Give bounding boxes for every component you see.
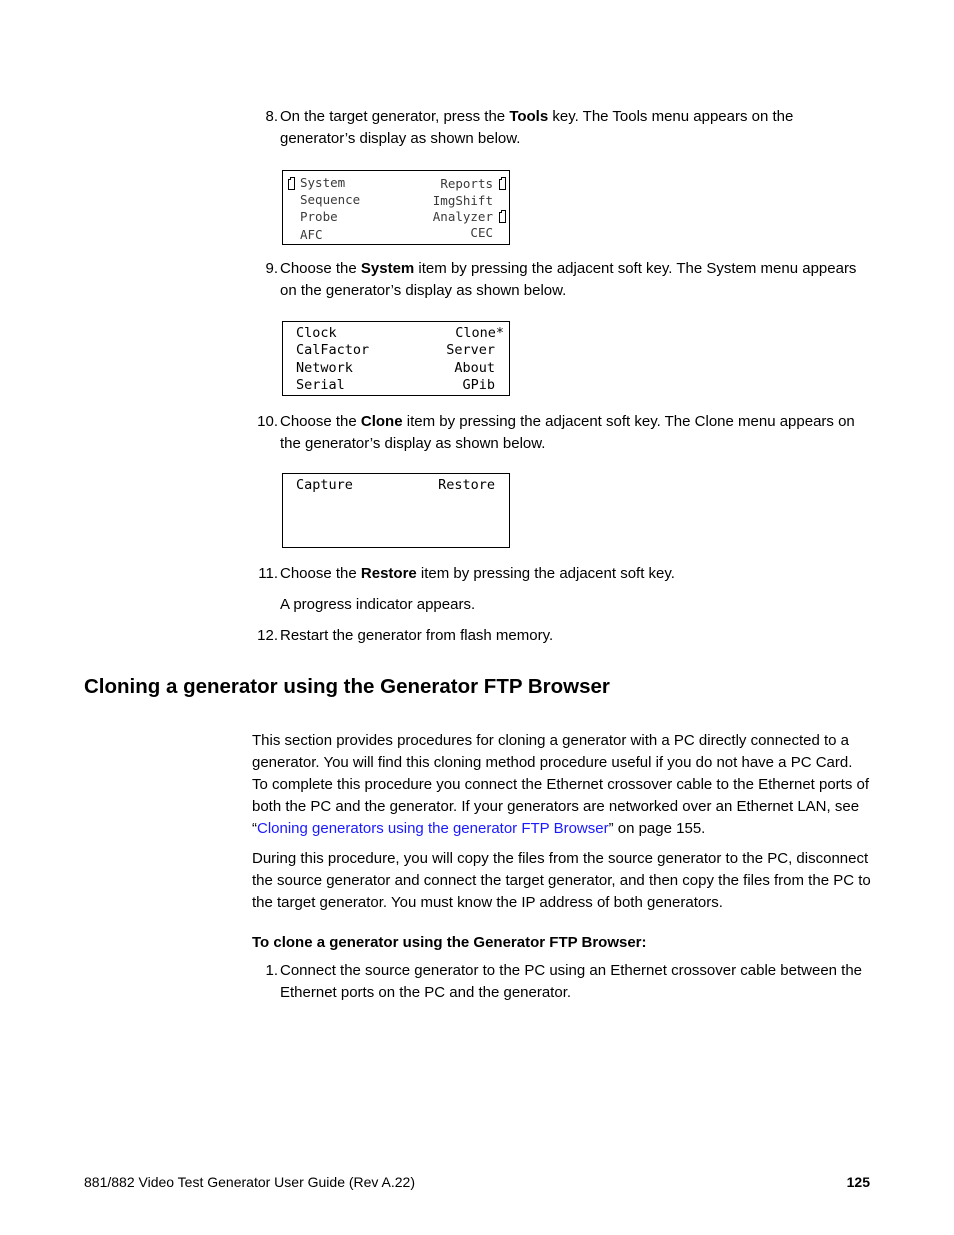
menu-item-server: Server <box>446 342 495 358</box>
menu-item-gpib: GPib <box>462 377 495 393</box>
key-name: Clone <box>360 413 403 430</box>
step-text <box>280 563 872 585</box>
step-text-pre: Choose the <box>280 413 361 430</box>
step-text <box>280 106 872 150</box>
step-text-post: item by pressing the adjacent soft key. <box>416 565 675 582</box>
menu-item-sequence: Sequence <box>300 192 361 207</box>
section-heading: Cloning a generator using the Generator FTP Browser <box>84 675 610 698</box>
cross-reference-link[interactable]: Cloning generators using the generator FTP Browser <box>257 820 609 837</box>
key-name: Restore <box>360 565 417 582</box>
step-text-pre: Choose the <box>280 565 361 582</box>
folder-icon <box>288 179 295 190</box>
step-text <box>280 258 872 302</box>
step-text-pre: Choose the <box>280 260 361 277</box>
procedure-paragraph: During this procedure, you will copy the files from the source generator to the PC, disconnect the source generator and connect the target generator, and then copy the files from the PC to the target generator. You must know the IP address of both generators. <box>252 850 871 911</box>
step-text-post: item by pressing the adjacent soft key. The System menu appears on the generator’s display as shown below. <box>280 260 857 299</box>
paragraph-text: This section provides procedures for cloning a generator with a PC directly connected to a generator. You will find this cloning method procedure useful if you do not have a PC Card. To complete this procedure you connect the Ethernet crossover cable to the Ethernet ports of both the PC and the generator. If your generators are networked over an Ethernet LAN, see “ <box>252 732 870 837</box>
menu-item-analyzer: Analyzer <box>432 209 493 224</box>
menu-item-cec: CEC <box>470 225 493 240</box>
menu-item-clone: Clone* <box>455 325 504 341</box>
procedure-title: To clone a generator using the Generator FTP Browser: <box>252 934 647 951</box>
step-text-post: item by pressing the adjacent soft key. The Clone menu appears on the generator’s display as shown below. <box>280 413 855 452</box>
folder-icon <box>499 179 506 190</box>
step-number: 8. <box>265 108 278 125</box>
folder-icon <box>499 212 506 223</box>
key-name: System <box>360 260 415 277</box>
step-text: Restart the generator from flash memory. <box>280 627 554 644</box>
menu-item-calfactor: CalFactor <box>296 342 370 358</box>
step-number: 12. <box>257 627 278 644</box>
step-number: 1. <box>265 962 278 979</box>
menu-item-about: About <box>454 360 495 376</box>
menu-item-capture: Capture <box>296 477 353 493</box>
step-text-post: key. The Tools menu appears on the generator’s display as shown below. <box>280 108 794 147</box>
menu-item-restore: Restore <box>438 477 495 493</box>
page-number: 125 <box>846 1174 870 1190</box>
step-number: 11. <box>258 565 278 582</box>
menu-item-clock: Clock <box>296 325 337 341</box>
step-number: 9. <box>265 260 278 277</box>
menu-item-serial: Serial <box>296 377 345 393</box>
menu-item-afc: AFC <box>300 227 323 242</box>
key-name: Tools <box>509 108 549 125</box>
step-text <box>280 411 872 455</box>
footer-document-title: 881/882 Video Test Generator User Guide (Rev A.22) <box>84 1174 416 1190</box>
menu-item-network: Network <box>296 360 353 376</box>
menu-item-reports: Reports <box>440 176 493 191</box>
step-note: A progress indicator appears. <box>280 596 476 613</box>
intro-paragraph <box>252 730 872 840</box>
step-text: Connect the source generator to the PC using an Ethernet crossover cable between the Ethernet ports on the PC and the generator. <box>280 962 863 1001</box>
paragraph-tail: ” on page 155. <box>608 820 706 837</box>
menu-item-imgshift: ImgShift <box>432 193 493 208</box>
menu-item-system: System <box>300 175 346 190</box>
system-menu-display <box>282 321 510 396</box>
clone-menu-display <box>282 473 510 548</box>
menu-item-probe: Probe <box>300 209 338 224</box>
step-number: 10. <box>257 413 278 430</box>
step-text-pre: On the target generator, press the <box>280 108 510 125</box>
tools-menu-display <box>282 170 510 245</box>
